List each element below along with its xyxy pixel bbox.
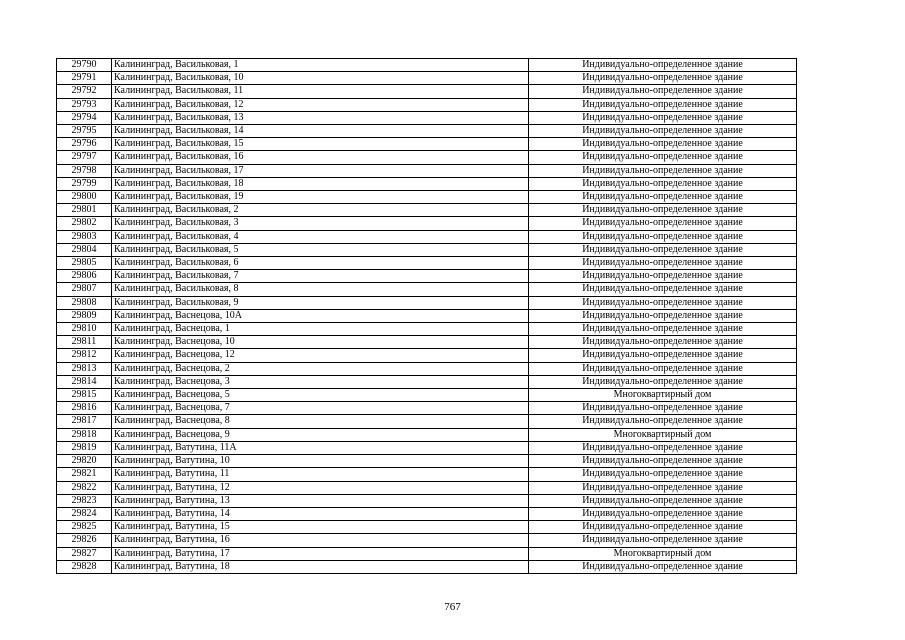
building-type-cell: Индивидуально-определенное здание [529,560,797,573]
building-type-cell: Индивидуально-определенное здание [529,296,797,309]
building-type-cell: Индивидуально-определенное здание [529,230,797,243]
table-row [57,257,797,270]
address-cell: Калининград, Васнецова, 7 [112,402,529,415]
row-number-cell: 29800 [57,191,112,204]
address-cell: Калининград, Васнецова, 10 [112,336,529,349]
address-cell: Калининград, Васнецова, 9 [112,428,529,441]
address-cell: Калининград, Ватутина, 17 [112,547,529,560]
building-type-cell: Индивидуально-определенное здание [529,415,797,428]
table-row [57,191,797,204]
row-number-cell: 29794 [57,111,112,124]
address-cell: Калининград, Васильковая, 10 [112,72,529,85]
building-type-cell: Индивидуально-определенное здание [529,164,797,177]
table-row [57,547,797,560]
table-row [57,349,797,362]
table-row [57,402,797,415]
row-number-cell: 29793 [57,98,112,111]
address-cell: Калининград, Васильковая, 9 [112,296,529,309]
row-number-cell: 29814 [57,375,112,388]
building-type-cell: Индивидуально-определенное здание [529,270,797,283]
row-number-cell: 29828 [57,560,112,573]
row-number-cell: 29819 [57,441,112,454]
address-cell: Калининград, Васильковая, 19 [112,191,529,204]
row-number-cell: 29792 [57,85,112,98]
building-type-cell: Индивидуально-определенное здание [529,481,797,494]
row-number-cell: 29802 [57,217,112,230]
row-number-cell: 29790 [57,59,112,72]
address-cell: Калининград, Васильковая, 7 [112,270,529,283]
address-cell: Калининград, Васильковая, 15 [112,138,529,151]
table-row [57,125,797,138]
building-type-cell: Индивидуально-определенное здание [529,59,797,72]
building-type-cell: Индивидуально-определенное здание [529,507,797,520]
row-number-cell: 29825 [57,521,112,534]
address-cell: Калининград, Васильковая, 1 [112,59,529,72]
building-type-cell: Индивидуально-определенное здание [529,336,797,349]
row-number-cell: 29809 [57,309,112,322]
address-cell: Калининград, Ватутина, 16 [112,534,529,547]
building-type-cell: Индивидуально-определенное здание [529,191,797,204]
address-cell: Калининград, Васнецова, 5 [112,389,529,402]
building-type-cell: Индивидуально-определенное здание [529,521,797,534]
address-cell: Калининград, Васнецова, 3 [112,375,529,388]
building-type-cell: Индивидуально-определенное здание [529,309,797,322]
address-cell: Калининград, Васильковая, 3 [112,217,529,230]
row-number-cell: 29813 [57,362,112,375]
building-type-cell: Индивидуально-определенное здание [529,441,797,454]
building-type-cell: Индивидуально-определенное здание [529,151,797,164]
table-row [57,309,797,322]
row-number-cell: 29815 [57,389,112,402]
building-type-cell: Индивидуально-определенное здание [529,402,797,415]
address-cell: Калининград, Ватутина, 11 [112,468,529,481]
address-cell: Калининград, Васильковая, 11 [112,85,529,98]
table-row [57,270,797,283]
address-cell: Калининград, Васнецова, 8 [112,415,529,428]
building-type-cell: Индивидуально-определенное здание [529,85,797,98]
table-row [57,59,797,72]
table-row [57,375,797,388]
table-row [57,521,797,534]
address-cell: Калининград, Ватутина, 18 [112,560,529,573]
building-type-cell: Индивидуально-определенное здание [529,72,797,85]
table-row [57,428,797,441]
row-number-cell: 29806 [57,270,112,283]
row-number-cell: 29823 [57,494,112,507]
building-type-cell: Индивидуально-определенное здание [529,455,797,468]
building-type-cell: Индивидуально-определенное здание [529,468,797,481]
row-number-cell: 29803 [57,230,112,243]
building-type-cell: Индивидуально-определенное здание [529,138,797,151]
building-type-cell: Индивидуально-определенное здание [529,217,797,230]
address-cell: Калининград, Васнецова, 10А [112,309,529,322]
address-cell: Калининград, Ватутина, 15 [112,521,529,534]
table-row [57,415,797,428]
row-number-cell: 29797 [57,151,112,164]
page-number: 767 [444,601,461,613]
address-cell: Калининград, Васильковая, 12 [112,98,529,111]
address-cell: Калининград, Васильковая, 16 [112,151,529,164]
address-cell: Калининград, Васнецова, 2 [112,362,529,375]
address-cell: Калининград, Ватутина, 13 [112,494,529,507]
address-cell: Калининград, Васильковая, 14 [112,125,529,138]
building-type-cell: Индивидуально-определенное здание [529,323,797,336]
row-number-cell: 29795 [57,125,112,138]
building-type-cell: Индивидуально-определенное здание [529,283,797,296]
row-number-cell: 29811 [57,336,112,349]
address-cell: Калининград, Васильковая, 8 [112,283,529,296]
building-type-cell: Индивидуально-определенное здание [529,375,797,388]
table-row [57,362,797,375]
building-type-cell: Многоквартирный дом [529,389,797,402]
address-cell: Калининград, Васильковая, 4 [112,230,529,243]
table-row [57,336,797,349]
table-row [57,455,797,468]
row-number-cell: 29826 [57,534,112,547]
building-type-cell: Многоквартирный дом [529,428,797,441]
table-row [57,204,797,217]
building-type-cell: Индивидуально-определенное здание [529,362,797,375]
address-cell: Калининград, Васильковая, 5 [112,243,529,256]
row-number-cell: 29822 [57,481,112,494]
row-number-cell: 29798 [57,164,112,177]
building-type-cell: Индивидуально-определенное здание [529,257,797,270]
row-number-cell: 29804 [57,243,112,256]
address-cell: Калининград, Васильковая, 13 [112,111,529,124]
row-number-cell: 29827 [57,547,112,560]
building-type-cell: Индивидуально-определенное здание [529,177,797,190]
building-type-cell: Индивидуально-определенное здание [529,204,797,217]
table-row [57,560,797,573]
building-type-cell: Индивидуально-определенное здание [529,125,797,138]
building-type-cell: Индивидуально-определенное здание [529,349,797,362]
table-row [57,494,797,507]
table-row [57,296,797,309]
row-number-cell: 29799 [57,177,112,190]
address-cell: Калининград, Ватутина, 12 [112,481,529,494]
row-number-cell: 29810 [57,323,112,336]
row-number-cell: 29796 [57,138,112,151]
building-type-cell: Индивидуально-определенное здание [529,243,797,256]
table-row [57,468,797,481]
row-number-cell: 29816 [57,402,112,415]
building-type-cell: Многоквартирный дом [529,547,797,560]
table-row [57,507,797,520]
table-row [57,230,797,243]
row-number-cell: 29820 [57,455,112,468]
table-row [57,283,797,296]
building-registry-table [56,58,797,574]
address-cell: Калининград, Васильковая, 2 [112,204,529,217]
table-row [57,323,797,336]
address-cell: Калининград, Васильковая, 6 [112,257,529,270]
table-row [57,389,797,402]
building-type-cell: Индивидуально-определенное здание [529,494,797,507]
row-number-cell: 29805 [57,257,112,270]
row-number-cell: 29824 [57,507,112,520]
table-row [57,243,797,256]
table-row [57,151,797,164]
row-number-cell: 29812 [57,349,112,362]
row-number-cell: 29801 [57,204,112,217]
address-cell: Калининград, Ватутина, 14 [112,507,529,520]
table-row [57,217,797,230]
building-type-cell: Индивидуально-определенное здание [529,534,797,547]
table-row [57,72,797,85]
row-number-cell: 29818 [57,428,112,441]
table-row [57,441,797,454]
table-row [57,534,797,547]
building-type-cell: Индивидуально-определенное здание [529,98,797,111]
address-cell: Калининград, Васнецова, 1 [112,323,529,336]
row-number-cell: 29817 [57,415,112,428]
table-row [57,164,797,177]
table-row [57,138,797,151]
row-number-cell: 29791 [57,72,112,85]
address-cell: Калининград, Васильковая, 18 [112,177,529,190]
address-cell: Калининград, Ватутина, 10 [112,455,529,468]
table-body [57,59,797,574]
address-cell: Калининград, Васильковая, 17 [112,164,529,177]
table-row [57,111,797,124]
address-cell: Калининград, Васнецова, 12 [112,349,529,362]
row-number-cell: 29808 [57,296,112,309]
row-number-cell: 29821 [57,468,112,481]
row-number-cell: 29807 [57,283,112,296]
table-row [57,85,797,98]
table-row [57,177,797,190]
building-type-cell: Индивидуально-определенное здание [529,111,797,124]
table-row [57,98,797,111]
table-row [57,481,797,494]
address-cell: Калининград, Ватутина, 11А [112,441,529,454]
